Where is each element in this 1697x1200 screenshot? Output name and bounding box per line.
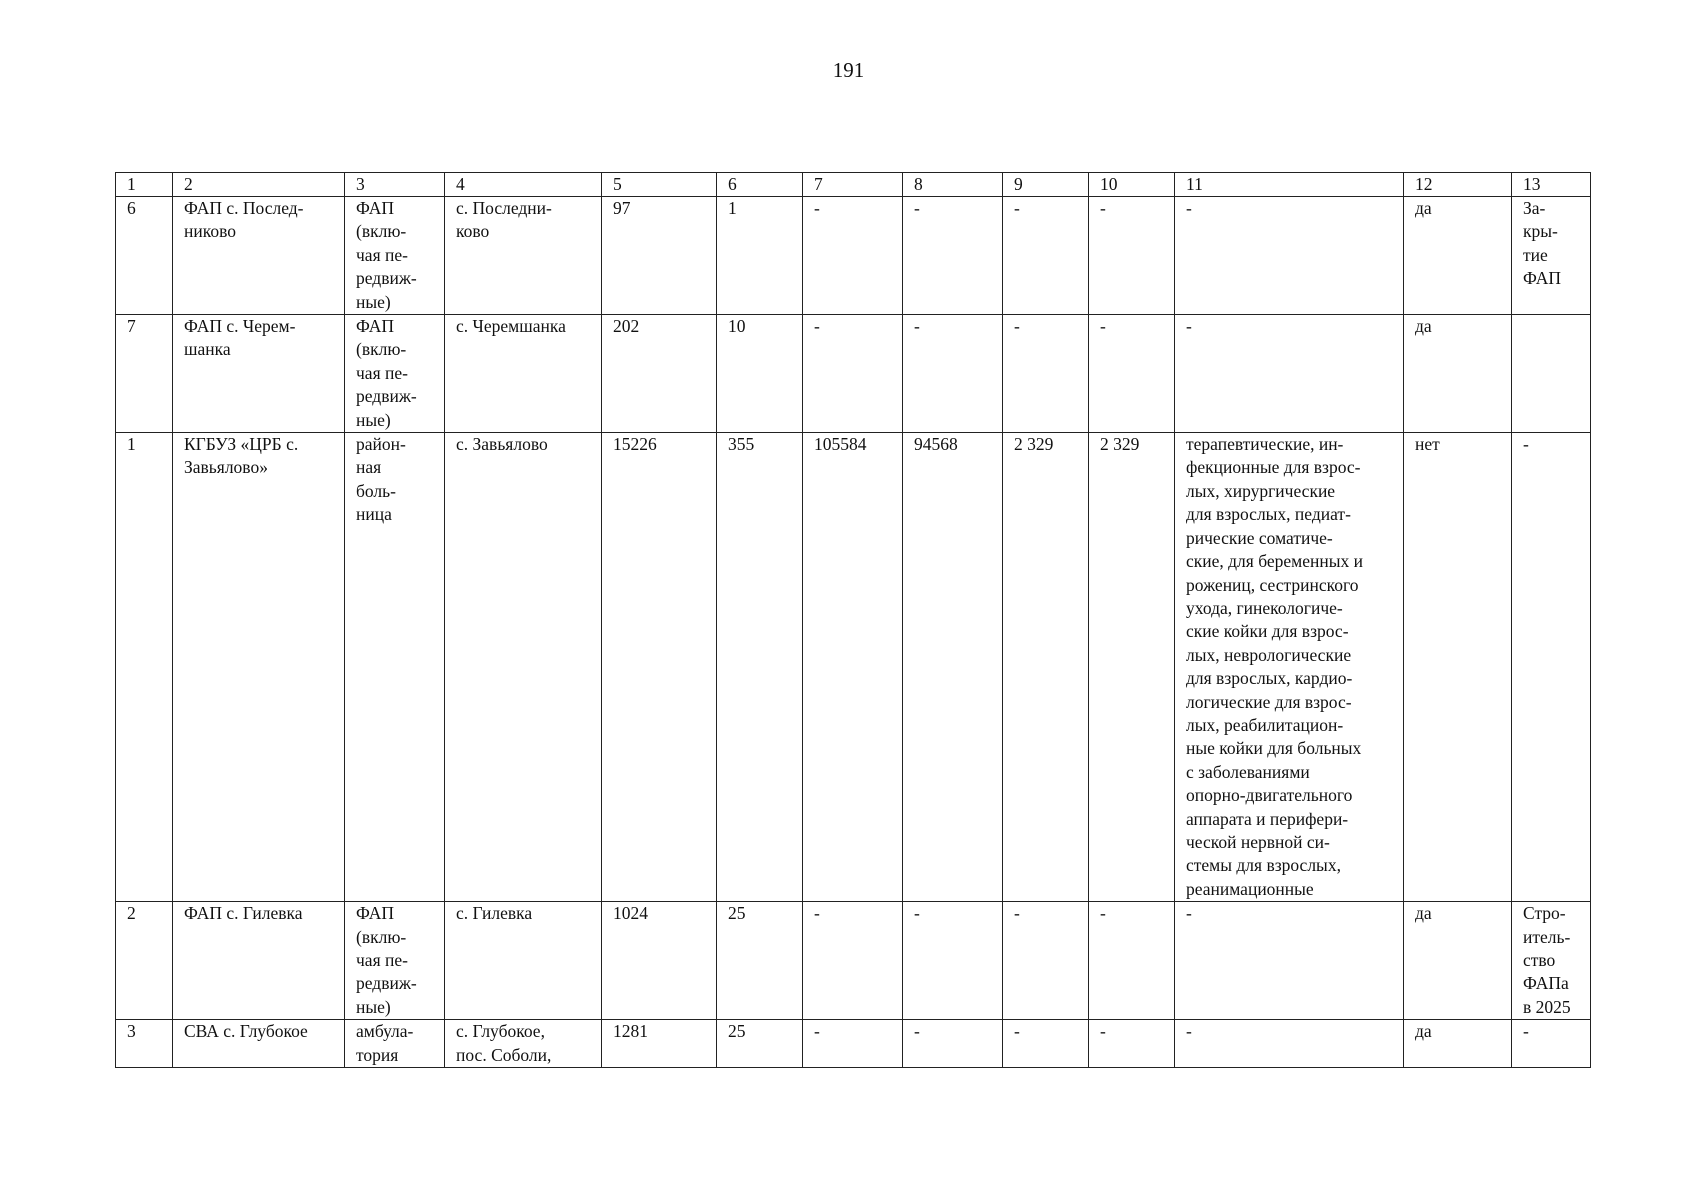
table-cell-col-4: с. Завьялово <box>445 433 602 902</box>
table-cell-col-8: - <box>903 315 1003 433</box>
facilities-table <box>115 172 1591 1068</box>
table-cell-col-9: 2 329 <box>1003 433 1089 902</box>
table-cell-col-5: 15226 <box>602 433 717 902</box>
table-cell-col-5: 97 <box>602 197 717 315</box>
table-cell-col-2: ФАП с. Гилевка <box>173 902 345 1020</box>
table-cell-col-8: - <box>903 1020 1003 1068</box>
table-cell-col-2: СВА с. Глубокое <box>173 1020 345 1068</box>
table-row <box>116 433 1591 902</box>
table-cell-col-10: - <box>1089 902 1175 1020</box>
table-cell-col-12: да <box>1404 902 1512 1020</box>
table-cell-col-4: с. Глубокое, пос. Соболи, <box>445 1020 602 1068</box>
table-cell-col-12: нет <box>1404 433 1512 902</box>
column-header-7: 7 <box>803 173 903 197</box>
column-header-10: 10 <box>1089 173 1175 197</box>
table-cell-col-11: - <box>1175 902 1404 1020</box>
table-cell-col-13 <box>1512 315 1591 433</box>
table-cell-col-1: 1 <box>116 433 173 902</box>
table-cell-col-1: 6 <box>116 197 173 315</box>
table-cell-col-13: - <box>1512 433 1591 902</box>
table-cell-col-13: Стро- итель- ство ФАПа в 2025 <box>1512 902 1591 1020</box>
table-cell-col-2: ФАП с. Послед- никово <box>173 197 345 315</box>
table-cell-col-10: 2 329 <box>1089 433 1175 902</box>
table-cell-col-8: - <box>903 902 1003 1020</box>
column-header-13: 13 <box>1512 173 1591 197</box>
table-cell-col-13: За- кры- тие ФАП <box>1512 197 1591 315</box>
column-header-3: 3 <box>345 173 445 197</box>
table-cell-col-3: район- ная боль- ница <box>345 433 445 902</box>
table-cell-col-7: - <box>803 197 903 315</box>
table-cell-col-11: - <box>1175 315 1404 433</box>
table-cell-col-12: да <box>1404 1020 1512 1068</box>
table-cell-col-5: 1024 <box>602 902 717 1020</box>
table-cell-col-13: - <box>1512 1020 1591 1068</box>
table-cell-col-3: ФАП (вклю- чая пе- редвиж- ные) <box>345 902 445 1020</box>
table-cell-col-11: терапевтические, ин- фекционные для взрос- лых, хирургические для взрослых, педиат- рические соматиче- ские, для беременных и рожениц, сестринского ухода, гинекологиче- ские койки для взрос- лых, неврологические для взрослых, кардио- логические для взрос- лых, реабилитацион- ные койки для больных с заболеваниями опорно-двигательного аппарата и перифери- ческой нервной си- стемы для взрослых, реанимационные <box>1175 433 1404 902</box>
table-cell-col-11: - <box>1175 197 1404 315</box>
column-header-2: 2 <box>173 173 345 197</box>
table-cell-col-7: - <box>803 1020 903 1068</box>
table-cell-col-12: да <box>1404 315 1512 433</box>
table-cell-col-5: 202 <box>602 315 717 433</box>
table-cell-col-9: - <box>1003 197 1089 315</box>
table-cell-col-6: 25 <box>717 1020 803 1068</box>
table-row <box>116 902 1591 1020</box>
table-cell-col-1: 2 <box>116 902 173 1020</box>
table-row <box>116 197 1591 315</box>
table-cell-col-6: 25 <box>717 902 803 1020</box>
table-cell-col-10: - <box>1089 197 1175 315</box>
table-row <box>116 1020 1591 1068</box>
table-cell-col-6: 1 <box>717 197 803 315</box>
table-cell-col-2: КГБУЗ «ЦРБ с. Завьялово» <box>173 433 345 902</box>
column-header-9: 9 <box>1003 173 1089 197</box>
table-cell-col-3: амбула- тория <box>345 1020 445 1068</box>
column-header-4: 4 <box>445 173 602 197</box>
table-cell-col-7: - <box>803 315 903 433</box>
table-cell-col-7: - <box>803 902 903 1020</box>
table-header-row <box>116 173 1591 197</box>
column-header-12: 12 <box>1404 173 1512 197</box>
page-number: 191 <box>832 58 865 82</box>
table-cell-col-3: ФАП (вклю- чая пе- редвиж- ные) <box>345 315 445 433</box>
table-row <box>116 315 1591 433</box>
table-cell-col-6: 10 <box>717 315 803 433</box>
table-cell-col-10: - <box>1089 1020 1175 1068</box>
table-cell-col-9: - <box>1003 315 1089 433</box>
column-header-11: 11 <box>1175 173 1404 197</box>
table-cell-col-1: 7 <box>116 315 173 433</box>
table-cell-col-12: да <box>1404 197 1512 315</box>
table-cell-col-2: ФАП с. Черем- шанка <box>173 315 345 433</box>
table-cell-col-5: 1281 <box>602 1020 717 1068</box>
table-cell-col-3: ФАП (вклю- чая пе- редвиж- ные) <box>345 197 445 315</box>
table-cell-col-6: 355 <box>717 433 803 902</box>
column-header-6: 6 <box>717 173 803 197</box>
table-cell-col-8: - <box>903 197 1003 315</box>
table-cell-col-8: 94568 <box>903 433 1003 902</box>
table-cell-col-4: с. Гилевка <box>445 902 602 1020</box>
table-cell-col-7: 105584 <box>803 433 903 902</box>
table-cell-col-1: 3 <box>116 1020 173 1068</box>
table-cell-col-4: с. Черемшанка <box>445 315 602 433</box>
column-header-1: 1 <box>116 173 173 197</box>
table-cell-col-9: - <box>1003 1020 1089 1068</box>
column-header-5: 5 <box>602 173 717 197</box>
table-cell-col-10: - <box>1089 315 1175 433</box>
table-cell-col-9: - <box>1003 902 1089 1020</box>
column-header-8: 8 <box>903 173 1003 197</box>
table-cell-col-11: - <box>1175 1020 1404 1068</box>
table-cell-col-4: с. Последни- ково <box>445 197 602 315</box>
